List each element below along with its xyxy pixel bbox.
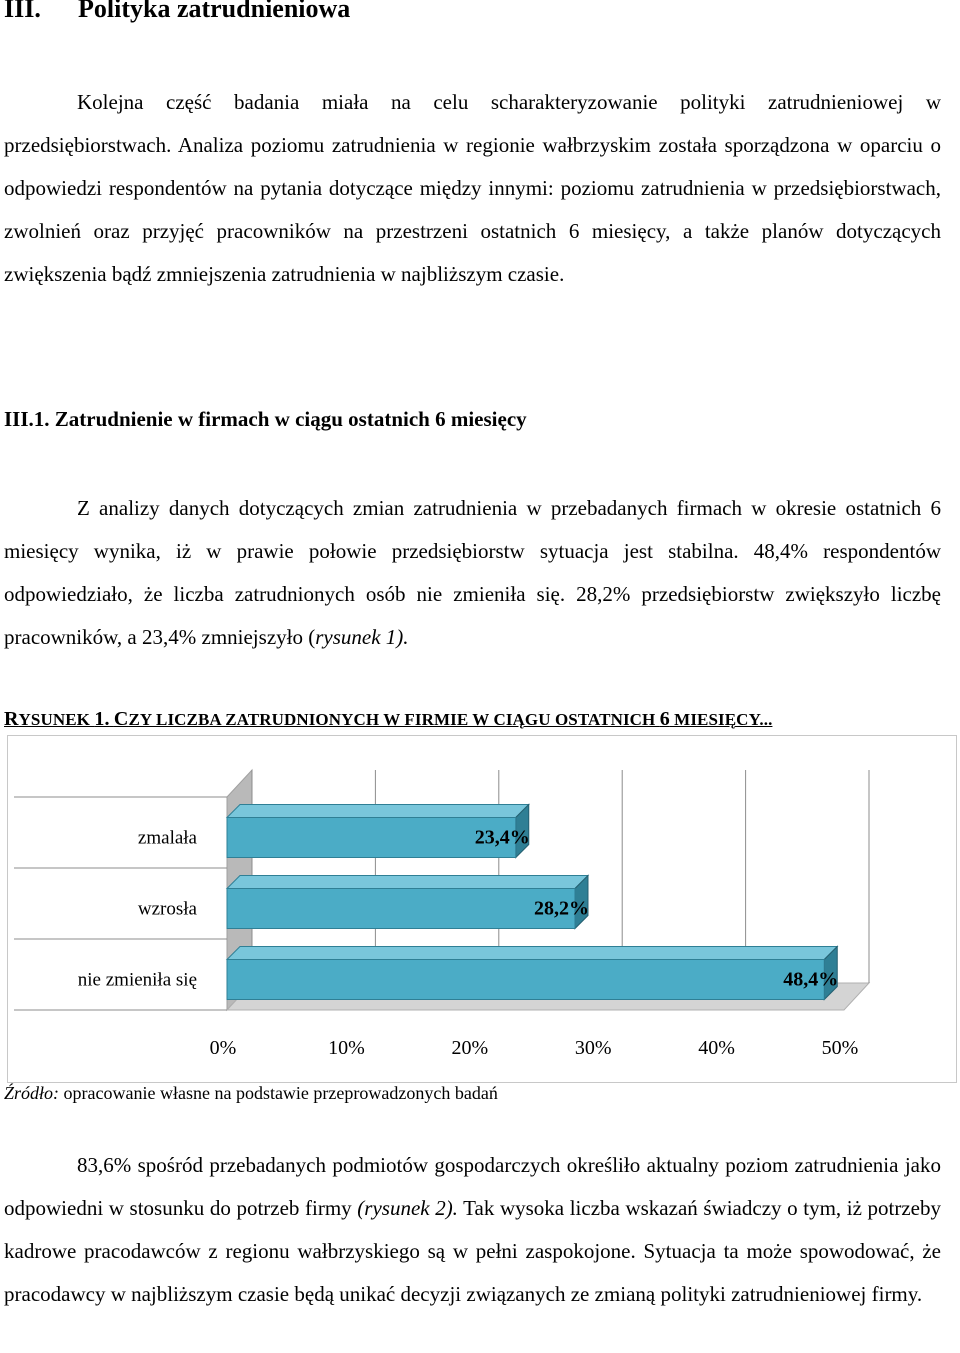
chart-canvas	[8, 736, 956, 1082]
data-label: 48,4%	[783, 968, 839, 991]
bar	[227, 818, 516, 858]
source-label: Źródło:	[4, 1083, 60, 1103]
bar	[227, 889, 575, 929]
bar-chart	[7, 735, 957, 1083]
section-heading	[4, 0, 350, 24]
x-tick-label: 0%	[209, 1037, 237, 1059]
figure-reference: rysunek 1).	[315, 625, 409, 649]
figure-caption: RYSUNEK 1. CZY LICZBA ZATRUDNIONYCH W FIRMIE W CIĄGU OSTATNICH 6 MIESIĘCY...	[4, 708, 773, 730]
bar-top	[227, 805, 529, 818]
x-tick-label: 10%	[328, 1037, 365, 1059]
category-label: wzrosła	[137, 898, 197, 920]
category-label: nie zmieniła się	[77, 969, 197, 991]
source-note	[4, 1083, 498, 1104]
section-number: III.	[4, 0, 41, 23]
bar	[227, 960, 824, 1000]
closing-text-2: Tak wysoka liczba wskazań świadczy o tym, iż potrzeby kadrowe pracodawców z regionu wałbrzyskiego są w pełni zaspokojone. Sytuacja ta może spowodować, że pracodawcy w najbliższym czasie będą unikać decyzji związanych ze zmianą polityki zatrudnieniowej firmy.	[4, 1196, 941, 1306]
intro-paragraph	[4, 81, 941, 296]
closing-paragraph	[4, 1144, 941, 1316]
x-tick-label: 50%	[821, 1037, 859, 1059]
x-tick-label: 40%	[698, 1037, 735, 1059]
data-label: 23,4%	[474, 826, 530, 849]
analysis-paragraph	[4, 487, 941, 659]
figure-2-reference: (rysunek 2).	[357, 1196, 458, 1220]
source-text: opracowanie własne na podstawie przeprowadzonych badań	[59, 1083, 498, 1103]
intro-text: Kolejna część badania miała na celu scharakteryzowanie polityki zatrudnieniowej w przedsiębiorstwach. Analiza poziomu zatrudnienia w regionie wałbrzyskim została sporządzona w oparciu o odpowiedzi respondentów na pytania dotyczące między innymi: poziomu zatrudnienia w przedsiębiorstwach, zwolnień oraz przyjęć pracowników na przestrzeni ostatnich 6 miesięcy, a także planów dotyczących zwiększenia bądź zmniejszenia zatrudnienia w najbliższym czasie.	[4, 90, 941, 286]
bar-top	[227, 947, 837, 960]
bar-top	[227, 876, 588, 889]
data-label: 28,2%	[533, 897, 589, 920]
closing-text-1: 83,6% spośród przebadanych podmiotów gospodarczych określiło aktualny poziom zatrudnienia jako odpowiedni w stosunku do potrzeb firmy	[4, 1153, 941, 1220]
x-tick-label: 30%	[574, 1037, 612, 1059]
analysis-text: Z analizy danych dotyczących zmian zatrudnienia w przebadanych firmach w okresie ostatnich 6 miesięcy wynika, iż w prawie połowie przedsiębiorstw sytuacja jest stabilna. 48,4% respondentów odpowiedziało, że liczba zatrudnionych osób nie zmieniła się. 28,2% przedsiębiorstw zwiększyło liczbę pracowników, a 23,4% zmniejszyło (	[4, 496, 941, 649]
x-tick-label: 20%	[451, 1037, 489, 1059]
subsection-heading: III.1. Zatrudnienie w firmach w ciągu ostatnich 6 miesięcy	[4, 407, 527, 431]
section-title: Polityka zatrudnieniowa	[78, 0, 351, 23]
category-label: zmalała	[137, 827, 197, 849]
